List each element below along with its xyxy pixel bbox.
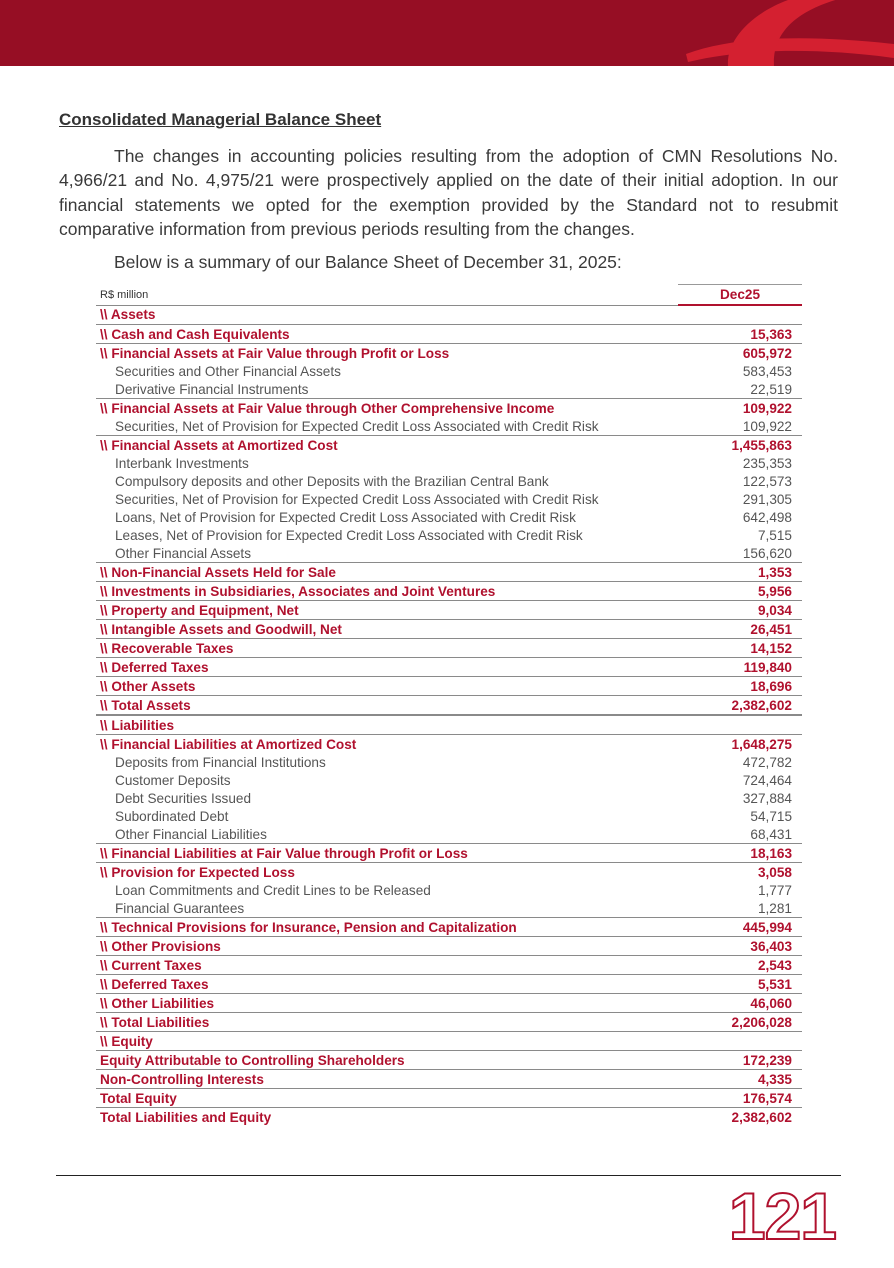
- row-value: 46,060: [678, 994, 802, 1013]
- row-value: 9,034: [678, 601, 802, 620]
- table-row: [96, 544, 802, 563]
- row-value: 724,464: [742, 772, 792, 788]
- column-header-dec25: Dec25: [678, 285, 802, 306]
- row-label: \\ Provision for Expected Loss: [96, 863, 678, 882]
- row-label: Non-Controlling Interests: [96, 1070, 678, 1089]
- row-value: 156,620: [742, 545, 792, 561]
- intro-paragraph: The changes in accounting policies resulting from the adoption of CMN Resolutions No. 4,966/21 and No. 4,975/21 were prospectively applied on the date of their initial adoption. In our financial statements we opted for the exemption provided by the Standard not to resubmit comparative information from previous periods resulting from the changes.: [59, 146, 838, 239]
- row-value: 3,058: [678, 863, 802, 882]
- row-label: Loans, Net of Provision for Expected Credit Loss Associated with Credit Risk: [115, 509, 576, 525]
- table-row: [96, 454, 802, 472]
- table-row: [96, 436, 802, 455]
- unit-label: R$ million: [100, 288, 149, 301]
- row-value: 4,335: [678, 1070, 802, 1089]
- table-row: [96, 490, 802, 508]
- row-value: 235,353: [742, 455, 792, 471]
- row-label: \\ Investments in Subsidiaries, Associates and Joint Ventures: [96, 582, 678, 601]
- table-row: [96, 508, 802, 526]
- row-value: [678, 305, 802, 325]
- row-value: 14,152: [678, 639, 802, 658]
- row-value: 2,382,602: [678, 1108, 802, 1127]
- row-label: Equity Attributable to Controlling Shareholders: [96, 1051, 678, 1070]
- row-value: 22,519: [750, 381, 792, 397]
- row-value: 18,163: [678, 844, 802, 863]
- row-label: Financial Guarantees: [115, 900, 245, 916]
- row-value: 2,382,602: [678, 696, 802, 716]
- row-label: \\ Financial Assets at Amortized Cost: [96, 436, 678, 455]
- table-row: [96, 994, 802, 1013]
- row-label: Customer Deposits: [115, 772, 231, 788]
- row-value: 472,782: [742, 754, 792, 770]
- row-label: Other Financial Liabilities: [115, 826, 267, 842]
- table-row: [96, 735, 802, 754]
- table-row: [96, 881, 802, 899]
- row-label: \\ Total Liabilities: [96, 1013, 678, 1032]
- table-row: [96, 582, 802, 601]
- row-value: [678, 1032, 802, 1051]
- row-label: \\ Other Provisions: [96, 937, 678, 956]
- table-row: [96, 563, 802, 582]
- table-row: [96, 899, 802, 918]
- section-title: Consolidated Managerial Balance Sheet: [59, 110, 382, 129]
- row-value: 605,972: [678, 344, 802, 363]
- row-value: 1,455,863: [678, 436, 802, 455]
- row-value: 18,696: [678, 677, 802, 696]
- row-value: 109,922: [742, 418, 792, 434]
- row-label: Other Financial Assets: [115, 545, 251, 561]
- row-label: \\ Cash and Cash Equivalents: [96, 325, 678, 344]
- table-row: [96, 305, 802, 325]
- table-row: [96, 1089, 802, 1108]
- row-value: 1,353: [678, 563, 802, 582]
- row-label: Debt Securities Issued: [115, 790, 252, 806]
- row-label: \\ Current Taxes: [96, 956, 678, 975]
- table-row: [96, 844, 802, 863]
- row-value: [678, 715, 802, 735]
- row-value: 54,715: [750, 808, 792, 824]
- row-label: \\ Financial Liabilities at Fair Value through Profit or Loss: [96, 844, 678, 863]
- table-row: [96, 472, 802, 490]
- row-value: 327,884: [742, 790, 792, 806]
- row-label: \\ Total Assets: [96, 696, 678, 716]
- table-row: [96, 1108, 802, 1127]
- row-label: Subordinated Debt: [115, 808, 229, 824]
- row-label: Securities, Net of Provision for Expected Credit Loss Associated with Credit Risk: [115, 491, 599, 507]
- table-row: [96, 1013, 802, 1032]
- table-row: [96, 620, 802, 639]
- table-row: [96, 771, 802, 789]
- summary-intro: Below is a summary of our Balance Sheet of December 31, 2025:: [114, 252, 622, 272]
- table-row: [96, 677, 802, 696]
- row-label: Total Equity: [96, 1089, 678, 1108]
- table-row: [96, 344, 802, 363]
- row-label: Loan Commitments and Credit Lines to be Released: [115, 882, 431, 898]
- row-value: 119,840: [678, 658, 802, 677]
- table-row: [96, 380, 802, 399]
- table-row: [96, 1070, 802, 1089]
- row-label: \\ Recoverable Taxes: [96, 639, 678, 658]
- row-label: Leases, Net of Provision for Expected Credit Loss Associated with Credit Risk: [115, 527, 583, 543]
- table-row: [96, 325, 802, 344]
- row-value: 15,363: [678, 325, 802, 344]
- table-row: [96, 789, 802, 807]
- row-label: \\ Deferred Taxes: [96, 975, 678, 994]
- row-value: 5,956: [678, 582, 802, 601]
- row-value: 2,543: [678, 956, 802, 975]
- row-value: 642,498: [742, 509, 792, 525]
- row-label: \\ Equity: [96, 1032, 678, 1051]
- table-row: [96, 753, 802, 771]
- row-label: \\ Other Liabilities: [96, 994, 678, 1013]
- table-row: [96, 399, 802, 418]
- table-row: [96, 1032, 802, 1051]
- row-label: \\ Financial Assets at Fair Value through Other Comprehensive Income: [96, 399, 678, 418]
- row-label: \\ Deferred Taxes: [96, 658, 678, 677]
- table-row: [96, 362, 802, 380]
- row-value: 583,453: [742, 363, 792, 379]
- row-label: \\ Other Assets: [96, 677, 678, 696]
- table-row: [96, 696, 802, 716]
- footer-divider: [56, 1175, 841, 1176]
- row-value: 1,777: [757, 882, 792, 898]
- table-row: [96, 937, 802, 956]
- row-label: Interbank Investments: [115, 455, 249, 471]
- table-row: [96, 601, 802, 620]
- row-label: Deposits from Financial Institutions: [115, 754, 326, 770]
- row-label: Securities and Other Financial Assets: [115, 363, 341, 379]
- table-row: [96, 639, 802, 658]
- table-row: [96, 417, 802, 436]
- row-label: \\ Financial Liabilities at Amortized Cost: [96, 735, 678, 754]
- row-value: 1,281: [757, 900, 792, 916]
- table-row: [96, 918, 802, 937]
- row-value: 36,403: [678, 937, 802, 956]
- table-row: [96, 863, 802, 882]
- table-row: [96, 526, 802, 544]
- row-label: \\ Intangible Assets and Goodwill, Net: [96, 620, 678, 639]
- table-row: [96, 956, 802, 975]
- row-value: 445,994: [678, 918, 802, 937]
- table-row: [96, 658, 802, 677]
- table-header-row: [96, 285, 802, 306]
- row-label: Total Liabilities and Equity: [96, 1108, 678, 1127]
- row-label: Derivative Financial Instruments: [115, 381, 309, 397]
- row-label: \\ Assets: [96, 305, 678, 325]
- logo-arc-icon: [0, 0, 894, 66]
- row-label: \\ Non-Financial Assets Held for Sale: [96, 563, 678, 582]
- table-row: [96, 715, 802, 735]
- row-value: 176,574: [678, 1089, 802, 1108]
- row-label: \\ Property and Equipment, Net: [96, 601, 678, 620]
- row-value: 109,922: [678, 399, 802, 418]
- row-value: 1,648,275: [678, 735, 802, 754]
- row-value: 7,515: [757, 527, 792, 543]
- table-row: [96, 825, 802, 844]
- row-value: 291,305: [742, 491, 792, 507]
- table-row: [96, 975, 802, 994]
- row-value: 68,431: [750, 826, 792, 842]
- table-row: [96, 807, 802, 825]
- row-value: 5,531: [678, 975, 802, 994]
- balance-sheet-table: [96, 284, 802, 1126]
- row-label: \\ Technical Provisions for Insurance, Pension and Capitalization: [96, 918, 678, 937]
- row-value: 2,206,028: [678, 1013, 802, 1032]
- row-value: 172,239: [678, 1051, 802, 1070]
- row-label: \\ Financial Assets at Fair Value through Profit or Loss: [96, 344, 678, 363]
- table-row: [96, 1051, 802, 1070]
- row-label: \\ Liabilities: [96, 715, 678, 735]
- header-banner: [0, 0, 894, 66]
- row-value: 26,451: [678, 620, 802, 639]
- row-label: Compulsory deposits and other Deposits with the Brazilian Central Bank: [115, 473, 549, 489]
- page-number: 121: [728, 1179, 836, 1253]
- row-value: 122,573: [742, 473, 792, 489]
- row-label: Securities, Net of Provision for Expected Credit Loss Associated with Credit Risk: [115, 418, 599, 434]
